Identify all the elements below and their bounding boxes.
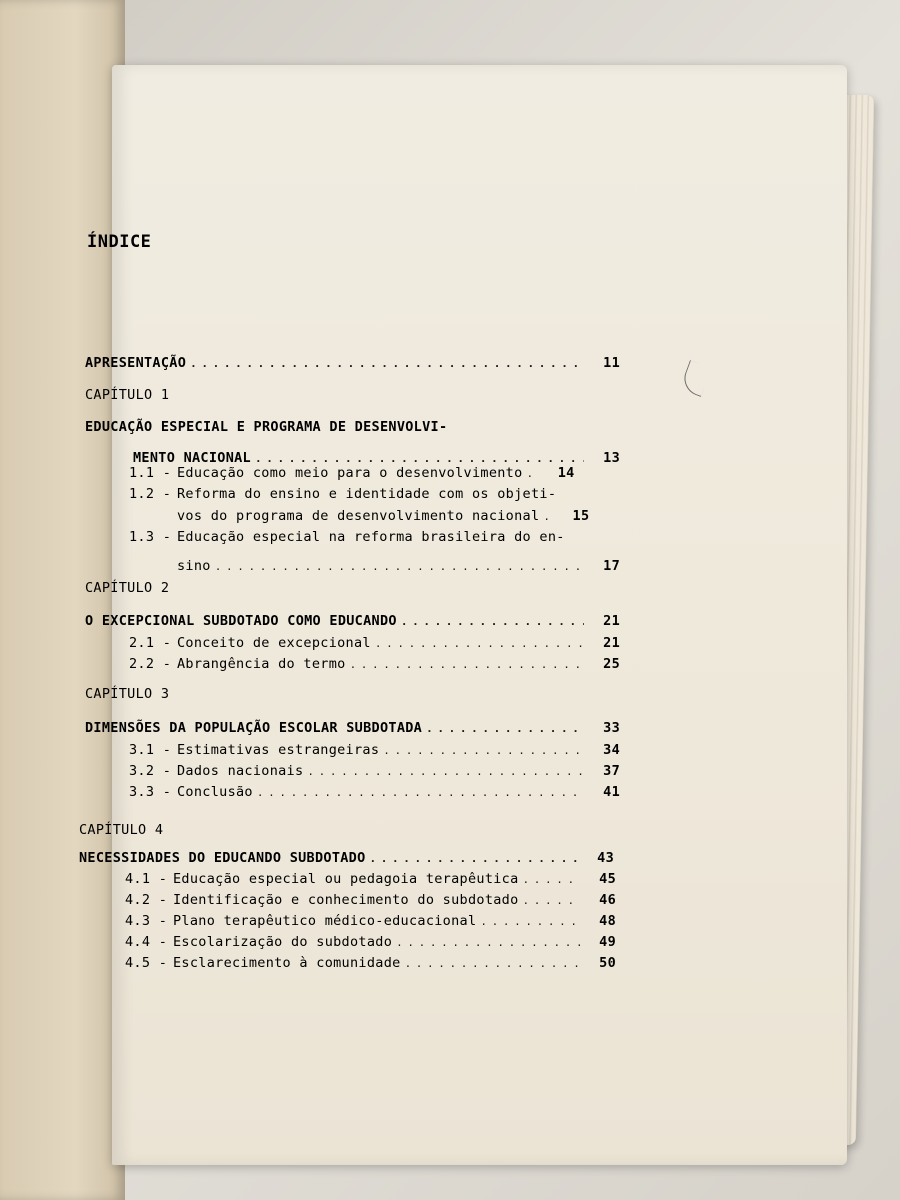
entry-page: 33: [603, 720, 620, 736]
entry-label: Esclarecimento à comunidade: [173, 955, 401, 971]
leader-dots: [401, 613, 584, 629]
entry-number: 4.2 -: [125, 892, 168, 908]
toc-entry-apresentacao: [85, 345, 620, 371]
entry-label: Plano terapêutico médico-educacional: [173, 913, 477, 929]
entry-page: 45: [599, 871, 616, 887]
entry-page: 15: [572, 508, 590, 524]
toc-entry-1-3: [177, 550, 620, 574]
leader-dots: [375, 635, 584, 651]
toc-entry-2-2: [129, 656, 620, 672]
leader-dots: [480, 913, 580, 929]
entry-label: Conclusão: [177, 784, 253, 800]
leader-dots: [190, 355, 584, 371]
leader-dots: [523, 871, 580, 887]
entry-label: DIMENSÕES DA POPULAÇÃO ESCOLAR SUBDOTADA: [85, 720, 423, 736]
toc-entry-3-2: [129, 763, 620, 779]
toc-entry-chapter1: [133, 440, 620, 466]
toc-entry-chapter2: [85, 613, 620, 629]
entry-number: 1.1 -: [129, 465, 172, 481]
entry-page: 41: [603, 784, 620, 800]
entry-label: sino: [177, 558, 211, 574]
leader-dots: [383, 742, 584, 758]
entry-label: Dados nacionais: [177, 763, 304, 779]
entry-label: APRESENTAÇÃO: [85, 355, 187, 371]
toc-entry-4-5: [125, 955, 616, 971]
leader-dots: [426, 720, 584, 736]
chapter-heading-2: CAPÍTULO 2: [85, 580, 170, 596]
entry-page: 21: [603, 635, 620, 651]
leader-dots: [257, 784, 584, 800]
entry-page: 43: [597, 850, 614, 866]
entry-page: 13: [603, 450, 620, 466]
chapter-title-1-line1: EDUCAÇÃO ESPECIAL E PROGRAMA DE DESENVOLVI-: [85, 419, 448, 435]
toc-entry-chapter3: [85, 720, 620, 736]
entry-page: 25: [603, 656, 620, 672]
entry-label: Abrangência do termo: [177, 656, 346, 672]
toc-entry-1-2: [177, 508, 620, 524]
entry-label: Escolarização do subdotado: [173, 934, 393, 950]
toc-entry-chapter4: [79, 850, 614, 866]
toc-entry-2-1: [129, 635, 620, 651]
entry-number: 4.1 -: [125, 871, 168, 887]
entry-page: 14: [557, 465, 575, 481]
entry-page: 21: [603, 613, 620, 629]
toc-entry-4-2: [125, 892, 616, 908]
entry-label: Educação como meio para o desenvolvimento: [177, 465, 523, 481]
pencil-mark: [679, 360, 711, 397]
leader-dots: [307, 763, 584, 779]
entry-number: 1.2 -: [129, 486, 172, 502]
entry-page: 49: [599, 934, 616, 950]
leader-dots: [350, 656, 584, 672]
entry-number: 3.1 -: [129, 742, 172, 758]
entry-number: 3.2 -: [129, 763, 172, 779]
leader-dots: [255, 450, 584, 466]
chapter-heading-3: CAPÍTULO 3: [85, 686, 170, 702]
entry-number: 1.3 -: [129, 529, 172, 545]
entry-number: 4.4 -: [125, 934, 168, 950]
leader-dots: [527, 465, 539, 481]
entry-number: 3.3 -: [129, 784, 172, 800]
entry-label: Estimativas estrangeiras: [177, 742, 380, 758]
entry-label: Reforma do ensino e identidade com os objeti-: [177, 486, 557, 502]
toc-entry-1-1: [129, 465, 620, 481]
entry-page: 48: [599, 913, 616, 929]
leader-dots: [543, 508, 553, 524]
entry-page: 11: [603, 355, 620, 371]
toc-title: ÍNDICE: [87, 232, 152, 252]
leader-dots: [405, 955, 580, 971]
entry-number: 2.2 -: [129, 656, 172, 672]
toc-entry-4-4: [125, 934, 616, 950]
entry-label: Conceito de excepcional: [177, 635, 371, 651]
leader-dots: [370, 850, 578, 866]
toc-entry-3-1: [129, 742, 620, 758]
toc-entry-4-3: [125, 913, 616, 929]
toc-entry-1-2-line1: [129, 486, 556, 502]
entry-label: Identificação e conhecimento do subdotado: [173, 892, 519, 908]
facing-page: [0, 0, 125, 1200]
entry-page: 50: [599, 955, 616, 971]
leader-dots: [523, 892, 580, 908]
chapter-heading-1: CAPÍTULO 1: [85, 387, 170, 403]
leader-dots: [215, 558, 584, 574]
entry-label: NECESSIDADES DO EDUCANDO SUBDOTADO: [79, 850, 366, 866]
leader-dots: [396, 934, 580, 950]
entry-page: 34: [603, 742, 620, 758]
toc-entry-1-3-line1: [129, 529, 565, 545]
chapter-heading-4: CAPÍTULO 4: [79, 822, 164, 838]
toc-entry-3-3: [129, 784, 620, 800]
entry-number: 4.3 -: [125, 913, 168, 929]
entry-label: Educação especial na reforma brasileira do en-: [177, 529, 565, 545]
entry-page: 37: [603, 763, 620, 779]
entry-label: O EXCEPCIONAL SUBDOTADO COMO EDUCANDO: [85, 613, 397, 629]
entry-number: 2.1 -: [129, 635, 172, 651]
entry-label: vos do programa de desenvolvimento nacional: [177, 508, 540, 524]
entry-label: MENTO NACIONAL: [133, 450, 251, 466]
entry-page: 46: [599, 892, 616, 908]
toc-entry-4-1: [125, 871, 616, 887]
entry-number: 4.5 -: [125, 955, 168, 971]
entry-page: 17: [603, 558, 620, 574]
entry-label: Educação especial ou pedagoia terapêutica: [173, 871, 519, 887]
